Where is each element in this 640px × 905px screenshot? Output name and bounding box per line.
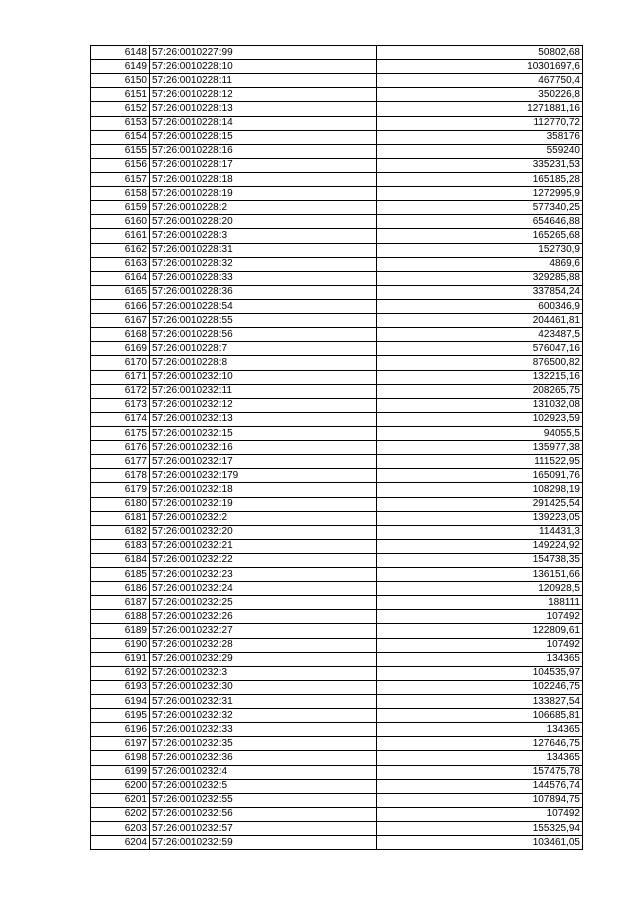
- table-row: [91, 46, 583, 60]
- table-row: [91, 243, 583, 257]
- row-number-cell: 6193: [91, 680, 150, 694]
- value-cell: 577340,25: [377, 201, 583, 215]
- cadastral-number-cell: 57:26:0010228:18: [150, 172, 377, 186]
- row-number-cell: 6189: [91, 624, 150, 638]
- table-row: [91, 511, 583, 525]
- table-row: [91, 328, 583, 342]
- table-row: [91, 822, 583, 836]
- row-number-cell: 6161: [91, 229, 150, 243]
- table-row: [91, 525, 583, 539]
- value-cell: 1271881,16: [377, 102, 583, 116]
- row-number-cell: 6150: [91, 74, 150, 88]
- value-cell: 204461,81: [377, 314, 583, 328]
- cadastral-number-cell: 57:26:0010232:15: [150, 426, 377, 440]
- table-row: [91, 441, 583, 455]
- cadastral-number-cell: 57:26:0010232:56: [150, 807, 377, 821]
- table-row: [91, 709, 583, 723]
- value-cell: 208265,75: [377, 384, 583, 398]
- cadastral-value-table: [90, 45, 583, 850]
- row-number-cell: 6149: [91, 60, 150, 74]
- row-number-cell: 6203: [91, 822, 150, 836]
- row-number-cell: 6177: [91, 455, 150, 469]
- value-cell: 107492: [377, 807, 583, 821]
- row-number-cell: 6175: [91, 426, 150, 440]
- table-row: [91, 426, 583, 440]
- value-cell: 149224,92: [377, 539, 583, 553]
- table-row: [91, 130, 583, 144]
- table-row: [91, 285, 583, 299]
- row-number-cell: 6165: [91, 285, 150, 299]
- value-cell: 559240: [377, 144, 583, 158]
- table-row: [91, 582, 583, 596]
- value-cell: 654646,88: [377, 215, 583, 229]
- cadastral-number-cell: 57:26:0010232:18: [150, 483, 377, 497]
- value-cell: 106685,81: [377, 709, 583, 723]
- row-number-cell: 6200: [91, 779, 150, 793]
- cadastral-number-cell: 57:26:0010232:59: [150, 836, 377, 850]
- cadastral-number-cell: 57:26:0010232:11: [150, 384, 377, 398]
- table-row: [91, 497, 583, 511]
- table-row: [91, 398, 583, 412]
- cadastral-number-cell: 57:26:0010232:4: [150, 765, 377, 779]
- table-row: [91, 666, 583, 680]
- table-row: [91, 370, 583, 384]
- value-cell: 423487,5: [377, 328, 583, 342]
- value-cell: 108298,19: [377, 483, 583, 497]
- cadastral-number-cell: 57:26:0010228:15: [150, 130, 377, 144]
- cadastral-number-cell: 57:26:0010228:36: [150, 285, 377, 299]
- cadastral-number-cell: 57:26:0010232:17: [150, 455, 377, 469]
- cadastral-number-cell: 57:26:0010228:7: [150, 342, 377, 356]
- cadastral-number-cell: 57:26:0010228:11: [150, 74, 377, 88]
- row-number-cell: 6164: [91, 271, 150, 285]
- value-cell: 876500,82: [377, 356, 583, 370]
- row-number-cell: 6179: [91, 483, 150, 497]
- table-row: [91, 638, 583, 652]
- row-number-cell: 6190: [91, 638, 150, 652]
- row-number-cell: 6199: [91, 765, 150, 779]
- table-row: [91, 469, 583, 483]
- table-row: [91, 652, 583, 666]
- table-row: [91, 568, 583, 582]
- cadastral-number-cell: 57:26:0010228:13: [150, 102, 377, 116]
- table-row: [91, 779, 583, 793]
- table-row: [91, 737, 583, 751]
- table-row: [91, 356, 583, 370]
- row-number-cell: 6154: [91, 130, 150, 144]
- row-number-cell: 6192: [91, 666, 150, 680]
- value-cell: 133827,54: [377, 695, 583, 709]
- row-number-cell: 6204: [91, 836, 150, 850]
- value-cell: 102923,59: [377, 412, 583, 426]
- cadastral-number-cell: 57:26:0010232:25: [150, 596, 377, 610]
- table-row: [91, 271, 583, 285]
- cadastral-number-cell: 57:26:0010232:55: [150, 793, 377, 807]
- cadastral-number-cell: 57:26:0010232:35: [150, 737, 377, 751]
- table-row: [91, 680, 583, 694]
- table-row: [91, 793, 583, 807]
- value-cell: 107492: [377, 638, 583, 652]
- value-cell: 155325,94: [377, 822, 583, 836]
- table-row: [91, 187, 583, 201]
- table-row: [91, 539, 583, 553]
- cadastral-number-cell: 57:26:0010228:12: [150, 88, 377, 102]
- table-row: [91, 215, 583, 229]
- table-row: [91, 201, 583, 215]
- row-number-cell: 6184: [91, 553, 150, 567]
- cadastral-number-cell: 57:26:0010232:26: [150, 610, 377, 624]
- cadastral-number-cell: 57:26:0010228:19: [150, 187, 377, 201]
- cadastral-number-cell: 57:26:0010232:10: [150, 370, 377, 384]
- value-cell: 120928,5: [377, 582, 583, 596]
- cadastral-number-cell: 57:26:0010232:36: [150, 751, 377, 765]
- table-row: [91, 229, 583, 243]
- value-cell: 154738,35: [377, 553, 583, 567]
- row-number-cell: 6171: [91, 370, 150, 384]
- value-cell: 50802,68: [377, 46, 583, 60]
- row-number-cell: 6173: [91, 398, 150, 412]
- value-cell: 576047,16: [377, 342, 583, 356]
- cadastral-number-cell: 57:26:0010232:179: [150, 469, 377, 483]
- cadastral-number-cell: 57:26:0010232:12: [150, 398, 377, 412]
- value-cell: 188111: [377, 596, 583, 610]
- table-row: [91, 74, 583, 88]
- value-cell: 131032,08: [377, 398, 583, 412]
- row-number-cell: 6186: [91, 582, 150, 596]
- value-cell: 600346,9: [377, 299, 583, 313]
- row-number-cell: 6159: [91, 201, 150, 215]
- row-number-cell: 6182: [91, 525, 150, 539]
- row-number-cell: 6201: [91, 793, 150, 807]
- cadastral-number-cell: 57:26:0010228:8: [150, 356, 377, 370]
- value-cell: 329285,88: [377, 271, 583, 285]
- cadastral-number-cell: 57:26:0010228:31: [150, 243, 377, 257]
- cadastral-number-cell: 57:26:0010228:33: [150, 271, 377, 285]
- table-row: [91, 257, 583, 271]
- value-cell: 165185,28: [377, 172, 583, 186]
- table-row: [91, 610, 583, 624]
- value-cell: 335231,53: [377, 158, 583, 172]
- row-number-cell: 6194: [91, 695, 150, 709]
- value-cell: 1272995,9: [377, 187, 583, 201]
- table-row: [91, 836, 583, 850]
- cadastral-number-cell: 57:26:0010228:32: [150, 257, 377, 271]
- value-cell: 134365: [377, 723, 583, 737]
- row-number-cell: 6178: [91, 469, 150, 483]
- row-number-cell: 6166: [91, 299, 150, 313]
- cadastral-number-cell: 57:26:0010232:13: [150, 412, 377, 426]
- value-cell: 139223,05: [377, 511, 583, 525]
- cadastral-number-cell: 57:26:0010232:21: [150, 539, 377, 553]
- table-row: [91, 172, 583, 186]
- cadastral-number-cell: 57:26:0010228:17: [150, 158, 377, 172]
- value-cell: 122809,61: [377, 624, 583, 638]
- cadastral-number-cell: 57:26:0010232:2: [150, 511, 377, 525]
- cadastral-number-cell: 57:26:0010232:57: [150, 822, 377, 836]
- row-number-cell: 6198: [91, 751, 150, 765]
- row-number-cell: 6162: [91, 243, 150, 257]
- value-cell: 467750,4: [377, 74, 583, 88]
- table-row: [91, 314, 583, 328]
- value-cell: 358176: [377, 130, 583, 144]
- cadastral-number-cell: 57:26:0010232:31: [150, 695, 377, 709]
- cadastral-number-cell: 57:26:0010228:16: [150, 144, 377, 158]
- table-row: [91, 60, 583, 74]
- row-number-cell: 6180: [91, 497, 150, 511]
- value-cell: 107894,75: [377, 793, 583, 807]
- cadastral-number-cell: 57:26:0010228:20: [150, 215, 377, 229]
- cadastral-number-cell: 57:26:0010228:55: [150, 314, 377, 328]
- row-number-cell: 6158: [91, 187, 150, 201]
- value-cell: 157475,78: [377, 765, 583, 779]
- row-number-cell: 6195: [91, 709, 150, 723]
- row-number-cell: 6155: [91, 144, 150, 158]
- table-row: [91, 116, 583, 130]
- table-row: [91, 384, 583, 398]
- table-row: [91, 807, 583, 821]
- cadastral-number-cell: 57:26:0010232:24: [150, 582, 377, 596]
- value-cell: 134365: [377, 652, 583, 666]
- cadastral-number-cell: 57:26:0010232:27: [150, 624, 377, 638]
- table-row: [91, 455, 583, 469]
- table-row: [91, 751, 583, 765]
- table-row: [91, 102, 583, 116]
- row-number-cell: 6153: [91, 116, 150, 130]
- row-number-cell: 6152: [91, 102, 150, 116]
- value-cell: 107492: [377, 610, 583, 624]
- cadastral-number-cell: 57:26:0010232:33: [150, 723, 377, 737]
- table-row: [91, 765, 583, 779]
- cadastral-number-cell: 57:26:0010232:3: [150, 666, 377, 680]
- row-number-cell: 6187: [91, 596, 150, 610]
- cadastral-number-cell: 57:26:0010232:5: [150, 779, 377, 793]
- value-cell: 102246,75: [377, 680, 583, 694]
- row-number-cell: 6167: [91, 314, 150, 328]
- value-cell: 165091,76: [377, 469, 583, 483]
- value-cell: 127646,75: [377, 737, 583, 751]
- value-cell: 10301697,6: [377, 60, 583, 74]
- row-number-cell: 6160: [91, 215, 150, 229]
- cadastral-number-cell: 57:26:0010228:10: [150, 60, 377, 74]
- table-row: [91, 723, 583, 737]
- row-number-cell: 6181: [91, 511, 150, 525]
- row-number-cell: 6185: [91, 568, 150, 582]
- cadastral-number-cell: 57:26:0010228:56: [150, 328, 377, 342]
- table-row: [91, 695, 583, 709]
- row-number-cell: 6148: [91, 46, 150, 60]
- row-number-cell: 6151: [91, 88, 150, 102]
- value-cell: 132215,16: [377, 370, 583, 384]
- row-number-cell: 6156: [91, 158, 150, 172]
- value-cell: 114431,3: [377, 525, 583, 539]
- row-number-cell: 6176: [91, 441, 150, 455]
- row-number-cell: 6202: [91, 807, 150, 821]
- cadastral-number-cell: 57:26:0010228:54: [150, 299, 377, 313]
- row-number-cell: 6169: [91, 342, 150, 356]
- cadastral-number-cell: 57:26:0010228:2: [150, 201, 377, 215]
- cadastral-number-cell: 57:26:0010232:20: [150, 525, 377, 539]
- cadastral-number-cell: 57:26:0010228:14: [150, 116, 377, 130]
- cadastral-number-cell: 57:26:0010232:19: [150, 497, 377, 511]
- table-row: [91, 553, 583, 567]
- table-row: [91, 144, 583, 158]
- row-number-cell: 6163: [91, 257, 150, 271]
- row-number-cell: 6168: [91, 328, 150, 342]
- cadastral-number-cell: 57:26:0010232:16: [150, 441, 377, 455]
- row-number-cell: 6157: [91, 172, 150, 186]
- row-number-cell: 6197: [91, 737, 150, 751]
- cadastral-number-cell: 57:26:0010228:3: [150, 229, 377, 243]
- value-cell: 136151,66: [377, 568, 583, 582]
- row-number-cell: 6174: [91, 412, 150, 426]
- row-number-cell: 6196: [91, 723, 150, 737]
- cadastral-number-cell: 57:26:0010232:29: [150, 652, 377, 666]
- cadastral-number-cell: 57:26:0010232:23: [150, 568, 377, 582]
- value-cell: 111522,95: [377, 455, 583, 469]
- cadastral-number-cell: 57:26:0010232:32: [150, 709, 377, 723]
- cadastral-number-cell: 57:26:0010227:99: [150, 46, 377, 60]
- value-cell: 112770,72: [377, 116, 583, 130]
- table-row: [91, 596, 583, 610]
- value-cell: 4869,6: [377, 257, 583, 271]
- value-cell: 135977,38: [377, 441, 583, 455]
- table-row: [91, 299, 583, 313]
- row-number-cell: 6170: [91, 356, 150, 370]
- table-body: [91, 46, 583, 850]
- table-row: [91, 158, 583, 172]
- row-number-cell: 6191: [91, 652, 150, 666]
- value-cell: 103461,05: [377, 836, 583, 850]
- value-cell: 144576,74: [377, 779, 583, 793]
- cadastral-number-cell: 57:26:0010232:22: [150, 553, 377, 567]
- value-cell: 152730,9: [377, 243, 583, 257]
- value-cell: 291425,54: [377, 497, 583, 511]
- table-row: [91, 624, 583, 638]
- row-number-cell: 6183: [91, 539, 150, 553]
- row-number-cell: 6172: [91, 384, 150, 398]
- value-cell: 337854,24: [377, 285, 583, 299]
- value-cell: 165265,68: [377, 229, 583, 243]
- table-row: [91, 412, 583, 426]
- value-cell: 134365: [377, 751, 583, 765]
- row-number-cell: 6188: [91, 610, 150, 624]
- cadastral-number-cell: 57:26:0010232:28: [150, 638, 377, 652]
- table-row: [91, 483, 583, 497]
- cadastral-number-cell: 57:26:0010232:30: [150, 680, 377, 694]
- table-row: [91, 88, 583, 102]
- table-row: [91, 342, 583, 356]
- value-cell: 350226,8: [377, 88, 583, 102]
- value-cell: 104535,97: [377, 666, 583, 680]
- value-cell: 94055,5: [377, 426, 583, 440]
